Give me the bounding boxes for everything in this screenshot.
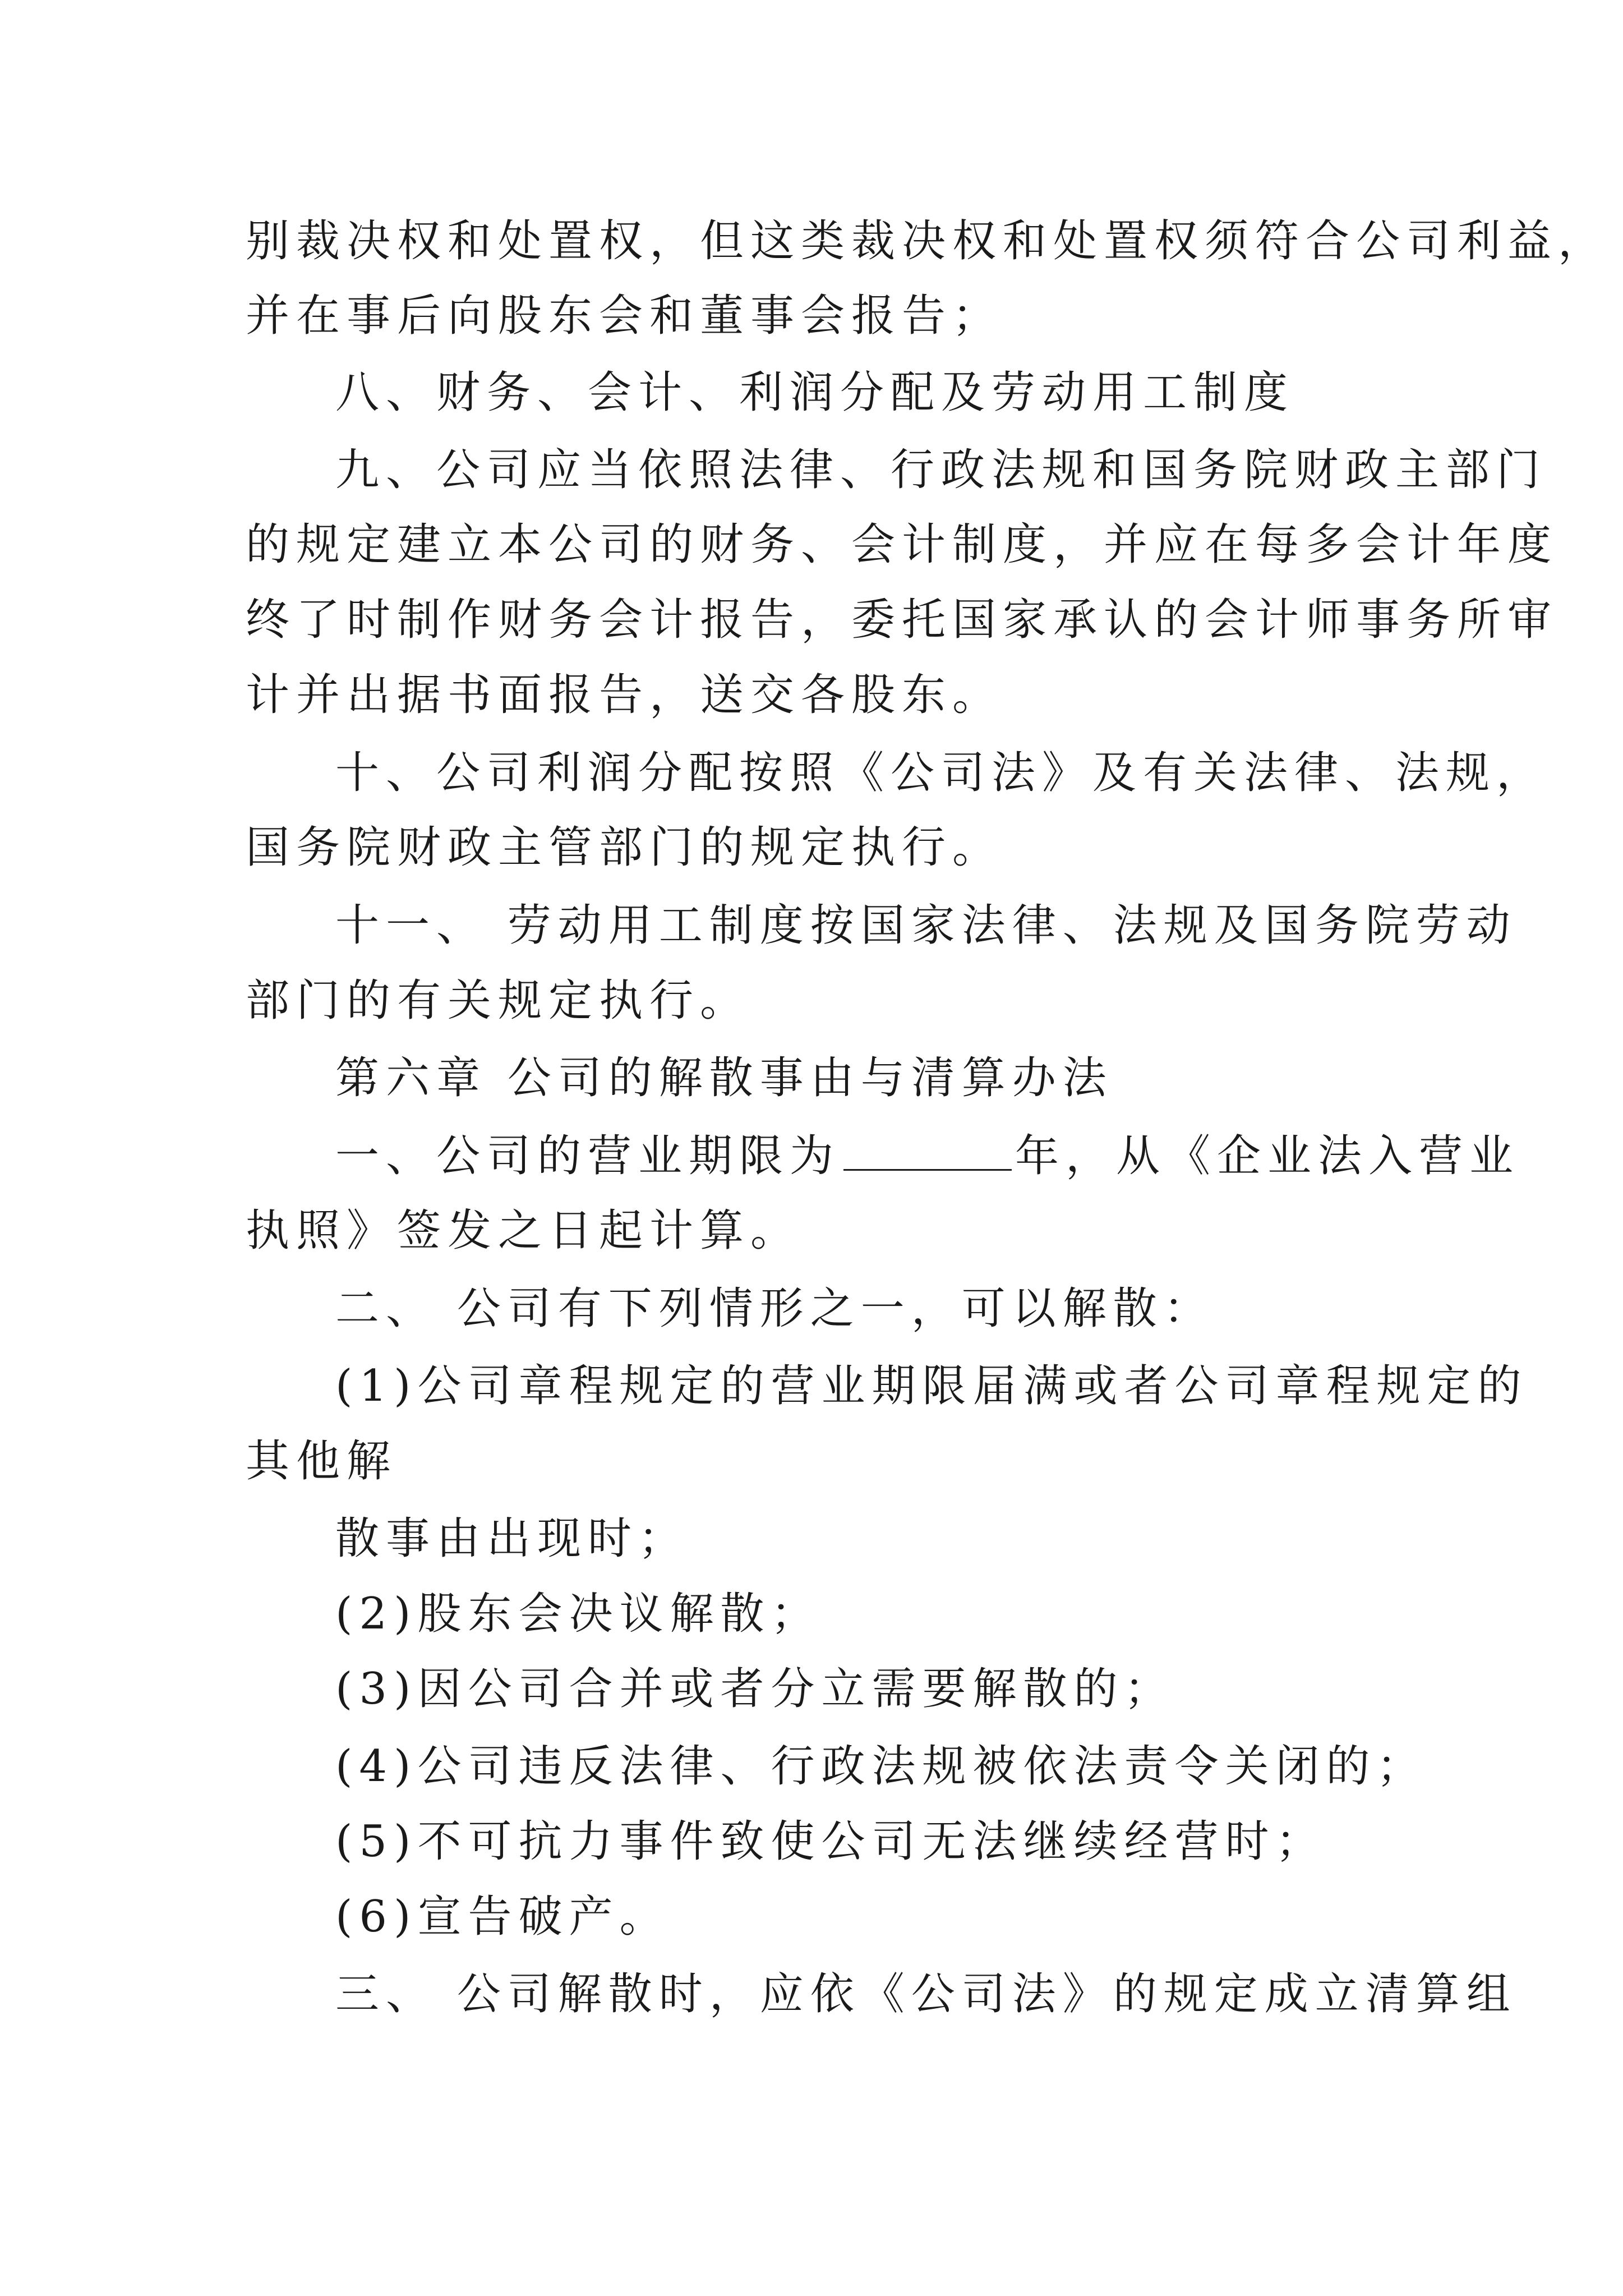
list-item: (6)宣告破产。 (335, 1892, 670, 1942)
text-line: 九、公司应当依照法律、行政法规和国务院财政主部门 (335, 445, 1547, 495)
text-line: 并在事后向股东会和董事会报告； (246, 291, 1003, 341)
text-line: 八、财务、会计、利润分配及劳动用工制度 (335, 367, 1295, 418)
text-line: 终了时制作财务会计报告，委托国家承认的会计师事务所审 (246, 595, 1559, 645)
text-line: 二、 公司有下列情形之一，可以解散： (335, 1283, 1214, 1334)
text-line: 三、 公司解散时，应依《公司法》的规定成立清算组 (335, 1969, 1517, 2019)
text-line (335, 1128, 1520, 1184)
text-segment: 年，从《企业法入营业 (1015, 1131, 1520, 1181)
list-item: (1)公司章程规定的营业期限届满或者公司章程规定的 (335, 1361, 1528, 1411)
list-item: (2)股东会决议解散； (335, 1589, 822, 1639)
fill-in-blank (843, 1130, 1012, 1171)
text-line: 十一、 劳动用工制度按国家法律、法规及国务院劳动 (335, 900, 1517, 951)
text-line: 十、公司利润分配按照《公司法》及有关法律、法规， (335, 748, 1547, 798)
list-item: (5)不可抗力事件致使公司无法继续经营时； (335, 1816, 1326, 1867)
text-line: 执照》签发之日起计算。 (246, 1205, 801, 1256)
list-item: (4)公司违反法律、行政法规被依法责令关闭的； (335, 1741, 1427, 1792)
text-line: 其他解 (246, 1436, 398, 1487)
list-item: (3)因公司合并或者分立需要解散的； (335, 1664, 1175, 1714)
text-line: 散事由出现时； (335, 1513, 689, 1564)
text-line: 部门的有关规定执行。 (246, 976, 751, 1026)
text-line: 的规定建立本公司的财务、会计制度，并应在每多会计年度 (246, 519, 1559, 570)
text-line: 别裁决权和处置权，但这类裁决权和处置权须符合公司利益， (246, 216, 1609, 266)
text-line: 计并出据书面报告，送交各股东。 (246, 670, 1003, 720)
text-line: 国务院财政主管部门的规定执行。 (246, 822, 1003, 873)
chapter-heading: 第六章 公司的解散事由与清算办法 (335, 1053, 1113, 1103)
text-segment: 一、公司的营业期限为 (335, 1131, 841, 1181)
